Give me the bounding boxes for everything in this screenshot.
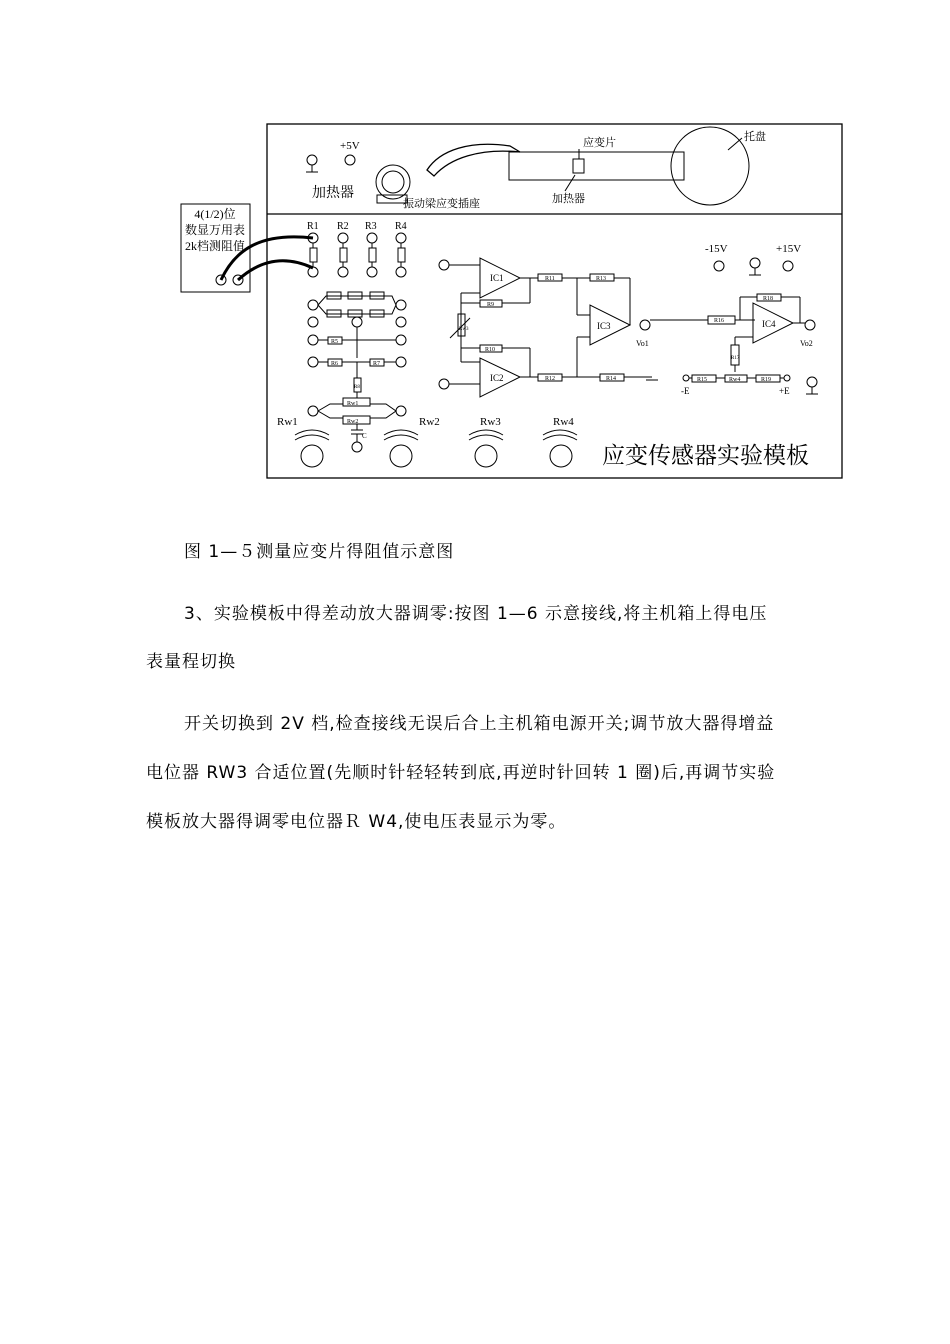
svg-text:R14: R14 xyxy=(606,376,617,382)
svg-text:R11: R11 xyxy=(545,276,555,282)
heater-small-label: 加热器 xyxy=(552,192,585,205)
paragraph-2-line3: 模板放大器得调零电位器Ｒ W4,使电压表显示为零。 xyxy=(146,812,567,832)
svg-text:R17: R17 xyxy=(731,356,740,361)
svg-text:R9: R9 xyxy=(487,302,495,308)
svg-text:+E: +E xyxy=(779,386,790,396)
paragraph-1: 3、实验模板中得差动放大器调零:按图 1—6 示意接线,将主机箱上得电压 xyxy=(184,604,768,624)
strain-gauge xyxy=(573,159,584,173)
cantilever-arm xyxy=(427,144,520,176)
svg-text:IC4: IC4 xyxy=(762,319,776,329)
svg-text:R8: R8 xyxy=(354,385,360,390)
svg-text:Rw1: Rw1 xyxy=(347,401,359,407)
svg-text:Rw3: Rw3 xyxy=(480,416,501,428)
meter-label-2: 数显万用表 xyxy=(184,223,246,237)
svg-text:R13: R13 xyxy=(596,276,607,282)
svg-text:IC2: IC2 xyxy=(490,373,504,383)
svg-text:R6: R6 xyxy=(331,361,339,367)
strain-gauge-label: 应变片 xyxy=(583,136,616,149)
svg-text:Rw1: Rw1 xyxy=(277,416,298,428)
gauge-resistors xyxy=(307,221,407,277)
meter-label-1: 4(1/2)位 xyxy=(194,207,236,221)
paragraph-1-cont: 表量程切换 xyxy=(146,652,236,672)
vib-socket-inner xyxy=(382,171,404,193)
svg-text:R5: R5 xyxy=(331,339,339,345)
svg-text:IC1: IC1 xyxy=(490,273,504,283)
svg-text:R7: R7 xyxy=(373,361,381,367)
vib-socket-outer xyxy=(376,165,410,199)
tray xyxy=(671,127,749,205)
potentiometer-knobs xyxy=(277,416,577,467)
tray-label: 托盘 xyxy=(744,130,766,143)
svg-text:R19: R19 xyxy=(761,377,772,383)
svg-text:R1: R1 xyxy=(307,221,319,232)
svg-text:R2: R2 xyxy=(337,221,349,232)
heater-label: 加热器 xyxy=(312,185,354,201)
svg-text:IC3: IC3 xyxy=(597,321,611,331)
svg-text:R15: R15 xyxy=(697,377,708,383)
svg-text:R10: R10 xyxy=(485,347,496,353)
svg-text:Rw4: Rw4 xyxy=(553,416,574,428)
board-title: 应变传感器实验模板 xyxy=(602,443,809,469)
svg-text:Rw2: Rw2 xyxy=(419,416,440,428)
svg-text:-E: -E xyxy=(681,386,690,396)
bridge-network xyxy=(308,292,406,452)
svg-text:R18: R18 xyxy=(763,296,774,302)
svg-text:R4: R4 xyxy=(395,221,407,232)
svg-text:C: C xyxy=(362,432,367,440)
amplifier-circuit xyxy=(439,258,818,397)
plus5v-label: +5V xyxy=(340,140,360,152)
svg-text:-15V: -15V xyxy=(705,243,728,255)
cantilever-beam xyxy=(509,152,684,180)
svg-text:Rw3: Rw3 xyxy=(459,327,469,332)
svg-text:Vo1: Vo1 xyxy=(636,339,649,348)
paragraph-2: 开关切换到 2V 档,检查接线无误后合上主机箱电源开关;调节放大器得增益 xyxy=(184,714,775,734)
ground-terminal-top xyxy=(307,155,317,165)
plus5v-terminal xyxy=(345,155,355,165)
power-rails xyxy=(705,243,801,275)
svg-text:R12: R12 xyxy=(545,376,556,382)
test-lead-2 xyxy=(238,261,313,280)
paragraph-2-line2: 电位器 RW3 合适位置(先顺时针轻轻转到底,再逆时针回转 1 圈)后,再调节实验 xyxy=(146,763,776,783)
meter-label-3: 2k档测阻值 xyxy=(184,239,246,253)
svg-text:Rw2: Rw2 xyxy=(347,419,359,425)
svg-text:Vo2: Vo2 xyxy=(800,339,813,348)
vib-socket-label: 振动梁应变插座 xyxy=(403,197,480,210)
svg-text:+15V: +15V xyxy=(776,243,802,255)
svg-text:R16: R16 xyxy=(714,318,725,324)
strain-sensor-board-figure xyxy=(0,0,950,500)
svg-text:Rw4: Rw4 xyxy=(729,377,741,383)
figure-caption: 图 1—５测量应变片得阻值示意图 xyxy=(184,542,455,562)
svg-text:R3: R3 xyxy=(365,221,377,232)
